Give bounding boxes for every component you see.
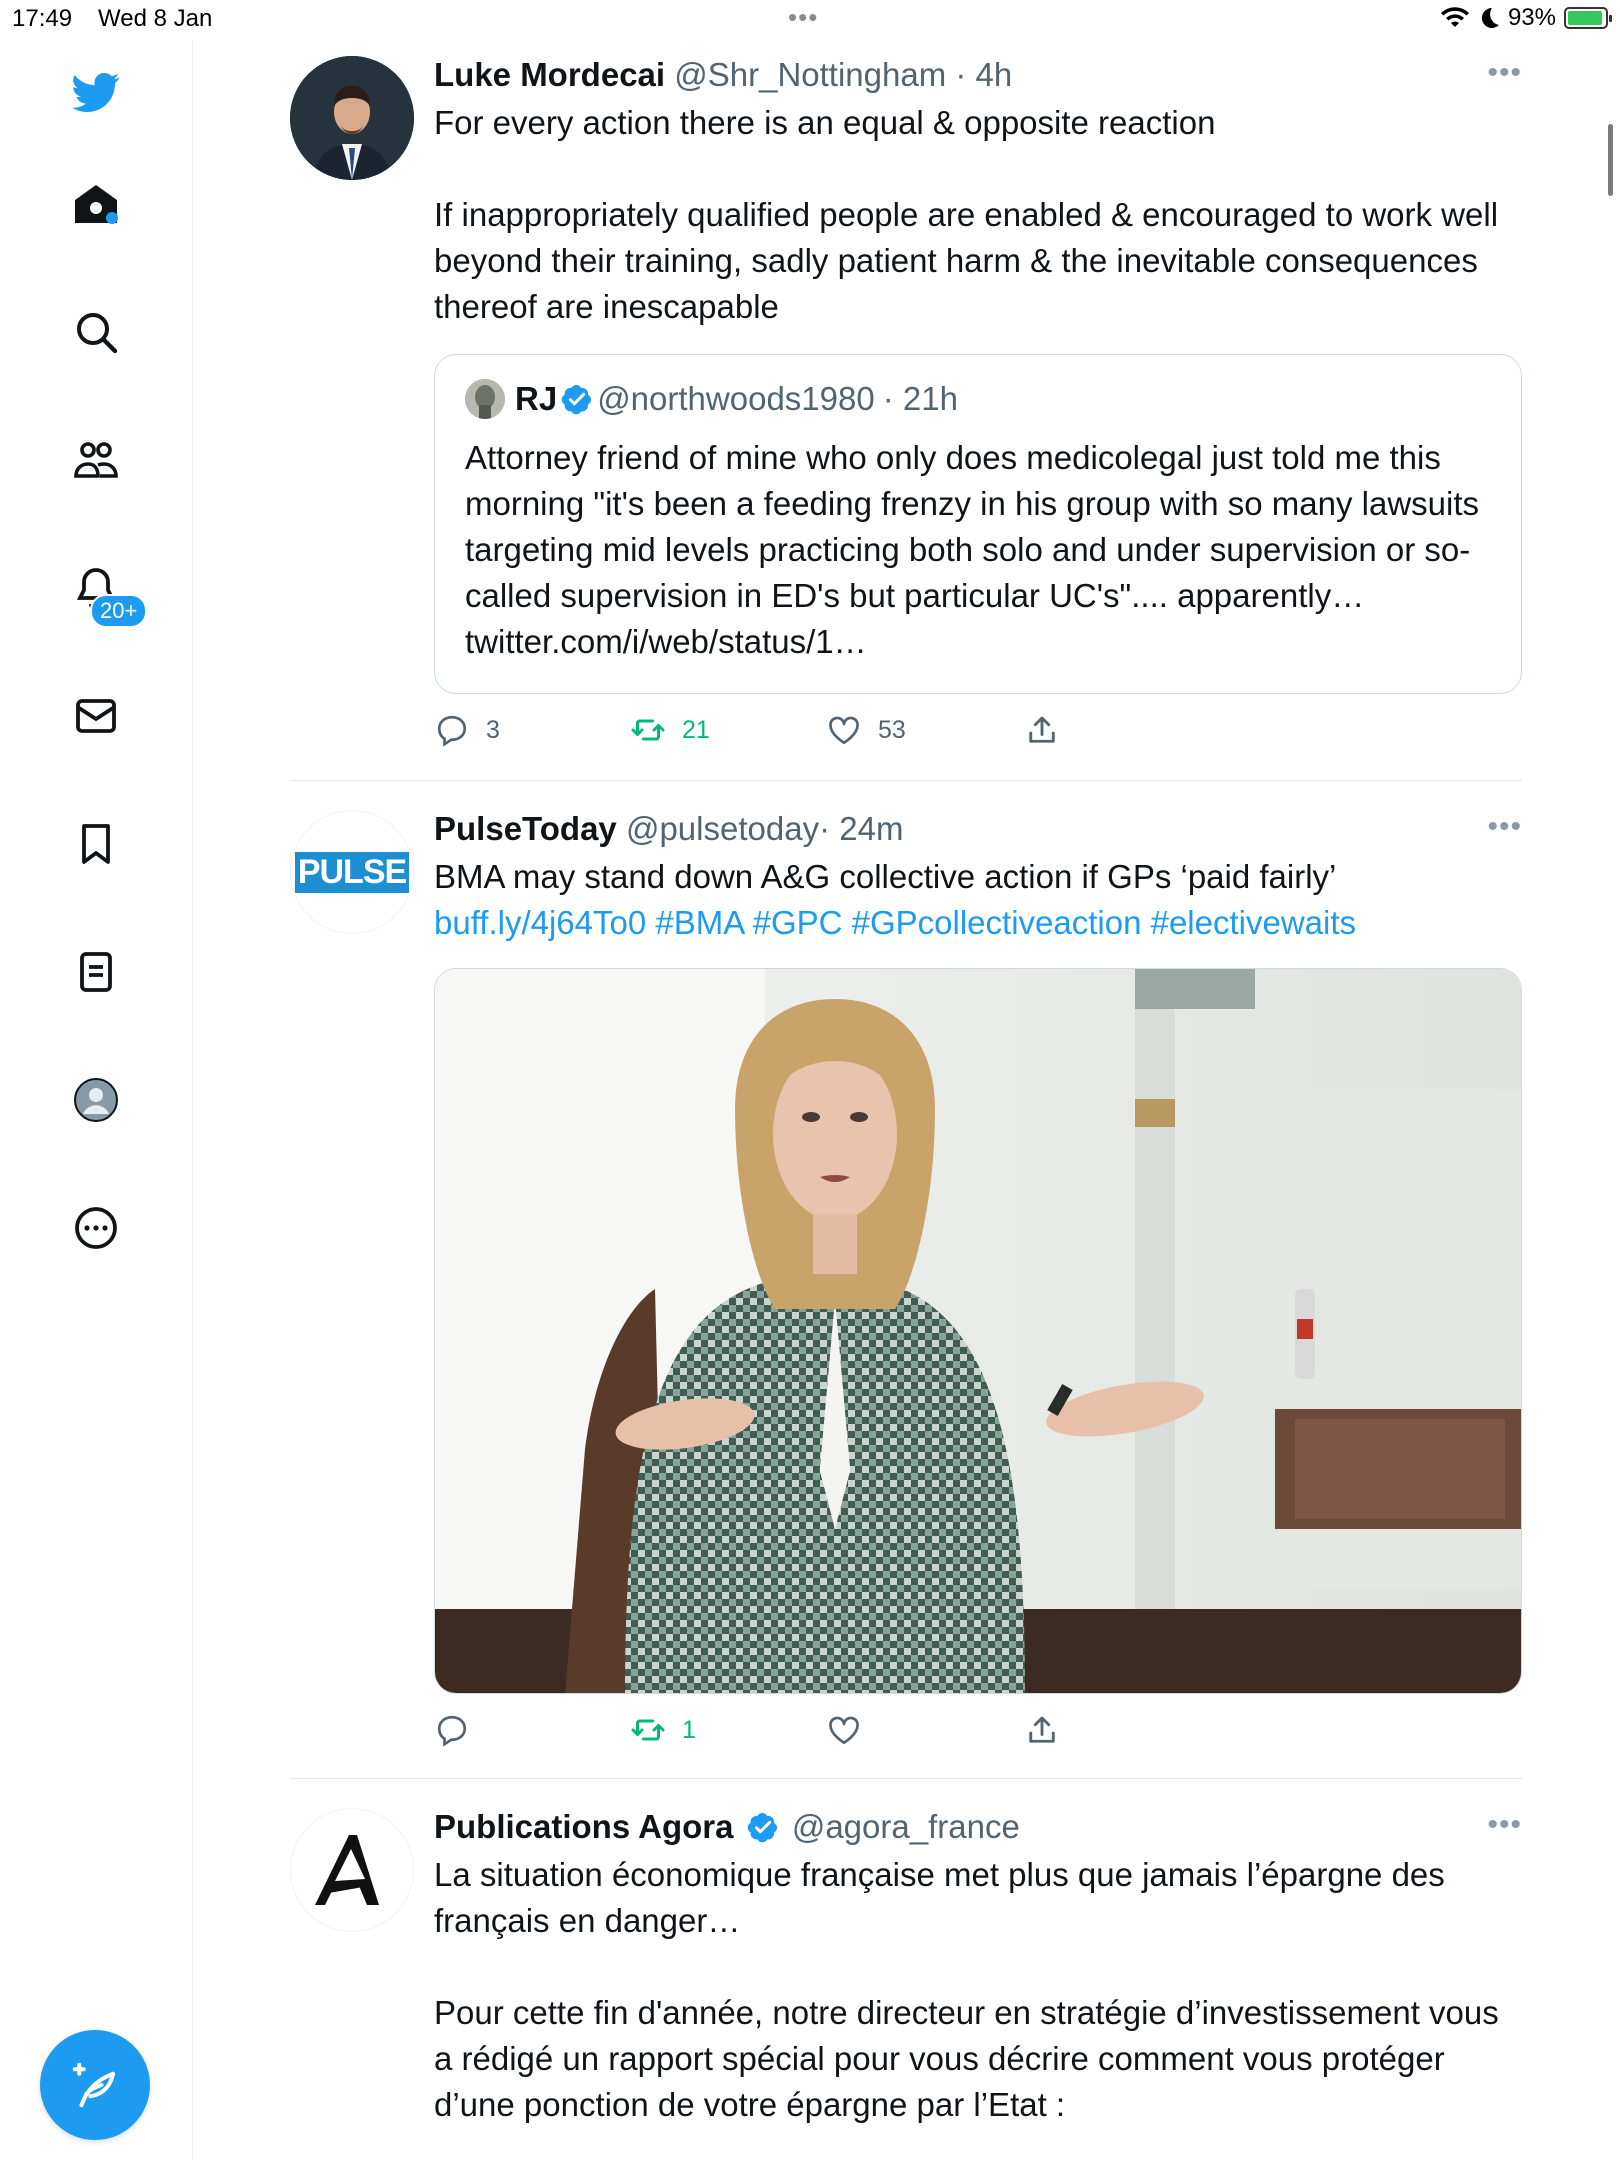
heart-icon [826,1712,862,1748]
status-time: 17:49 [12,5,73,32]
messages-icon[interactable] [68,688,124,744]
tweet-text [434,100,1522,330]
tweet-divider [290,780,1522,781]
verified-badge-icon [747,1811,779,1843]
tweet-text [434,854,1522,946]
tweet-header [434,1808,1522,1846]
tweet-text-line: For every action there is an equal & opposite reaction [434,104,1216,141]
tweet-more-icon[interactable]: ••• [1487,810,1522,843]
compose-tweet-button[interactable] [40,2030,150,2140]
share-icon [1024,712,1060,748]
tweet-more-icon[interactable]: ••• [1487,1808,1522,1841]
retweet-icon [630,712,666,748]
compose-feather-icon [68,2058,122,2112]
home-unread-dot [106,212,118,224]
tweet-time[interactable]: · 4h [955,56,1013,93]
tweet-text-plain: BMA may stand down A&G collective action if GPs ‘paid fairly’ [434,858,1336,895]
author-name[interactable]: PulseToday [434,810,617,847]
pulse-logo: PULSE [295,852,409,893]
tweet-text [434,1852,1522,2128]
reply-button[interactable] [434,712,500,748]
quoted-author-handle: @northwoods1980 [597,380,875,417]
agora-logo-icon [291,1809,413,1931]
tweet-header [434,810,1522,848]
retweet-count: 21 [682,715,710,744]
home-icon[interactable] [68,176,124,232]
share-button[interactable] [1024,1712,1060,1748]
tweet-actions [434,1712,1522,1762]
status-date: Wed 8 Jan [98,5,213,32]
like-count: 53 [878,715,906,744]
status-right [1440,4,1608,32]
retweet-count: 1 [682,1715,696,1744]
battery-icon [1564,7,1608,29]
status-bar [0,0,1620,40]
retweet-icon [630,1712,666,1748]
like-button[interactable] [826,1712,878,1748]
tweet-divider [290,1778,1522,1779]
avatar[interactable] [290,1808,414,1932]
twitter-logo-icon[interactable] [68,64,124,120]
more-options-icon[interactable] [68,1200,124,1256]
multitasking-dots-icon[interactable]: ••• [788,2,819,32]
tweet-photo-image [435,969,1522,1694]
reply-icon [434,712,470,748]
quoted-tweet-time: · 21h [882,380,958,417]
retweet-button[interactable] [630,1712,696,1748]
author-name[interactable]: Luke Mordecai [434,56,666,93]
share-button[interactable] [1024,712,1060,748]
lists-icon[interactable] [68,944,124,1000]
share-icon [1024,1712,1060,1748]
reply-icon [434,1712,470,1748]
quoted-author-name: RJ [515,380,558,417]
author-handle[interactable]: @Shr_Nottingham [674,56,947,93]
search-icon[interactable] [68,304,124,360]
scrollbar[interactable] [1608,124,1613,196]
heart-icon [826,712,862,748]
quoted-tweet[interactable] [434,354,1522,694]
tweet-more-icon[interactable]: ••• [1487,56,1522,89]
notifications-badge: 20+ [90,594,147,628]
communities-icon[interactable] [68,432,124,488]
quoted-avatar [465,379,505,419]
tweet-time[interactable]: · 24m [819,810,904,847]
author-handle[interactable]: @pulsetoday [625,810,820,847]
tweet-photo[interactable] [434,968,1522,1694]
reply-count: 3 [486,715,500,744]
verified-badge-icon [561,383,593,415]
tweet-header [434,56,1522,94]
avatar[interactable] [290,56,414,180]
quoted-tweet-text: Attorney friend of mine who only does medicolegal just told me this morning "it's been a feeding frenzy in his group with so many lawsuits targeting mid levels practicing both solo and under supervision or so-called supervision in ED's but particular UC's".... apparently… twitter.com/i/web/status/1… [465,439,1480,660]
tweet-actions [434,712,1522,762]
wifi-icon [1440,6,1470,30]
quoted-tweet-header [465,379,1491,419]
sidebar [0,40,193,2160]
tweet-text-line: If inappropriately qualified people are enabled & encouraged to work well beyond their training, sadly patient harm & the inevitable consequences thereof are inescapable [434,196,1499,325]
avatar[interactable] [290,810,414,934]
author-handle[interactable]: @agora_france [791,1808,1020,1845]
like-button[interactable] [826,712,906,748]
reply-button[interactable] [434,1712,486,1748]
tweet-link-hashtags[interactable]: buff.ly/4j64To0 #BMA #GPC #GPcollectiveaction #electivewaits [434,904,1357,941]
battery-percent: 93% [1507,4,1556,31]
retweet-button[interactable] [630,712,710,748]
bookmarks-icon[interactable] [68,816,124,872]
author-name[interactable]: Publications Agora [434,1808,734,1845]
profile-avatar-icon[interactable] [68,1072,124,1128]
tweet-text-line: La situation économique française met plus que jamais l’épargne des français en danger… [434,1856,1445,1939]
moon-icon [1478,6,1500,30]
tweet-text-line: Pour cette fin d'année, notre directeur en stratégie d’investissement vous a rédigé un rapport spécial pour vous décrire comment vous protéger d’une ponction de votre épargne par l’Etat : [434,1994,1499,2123]
